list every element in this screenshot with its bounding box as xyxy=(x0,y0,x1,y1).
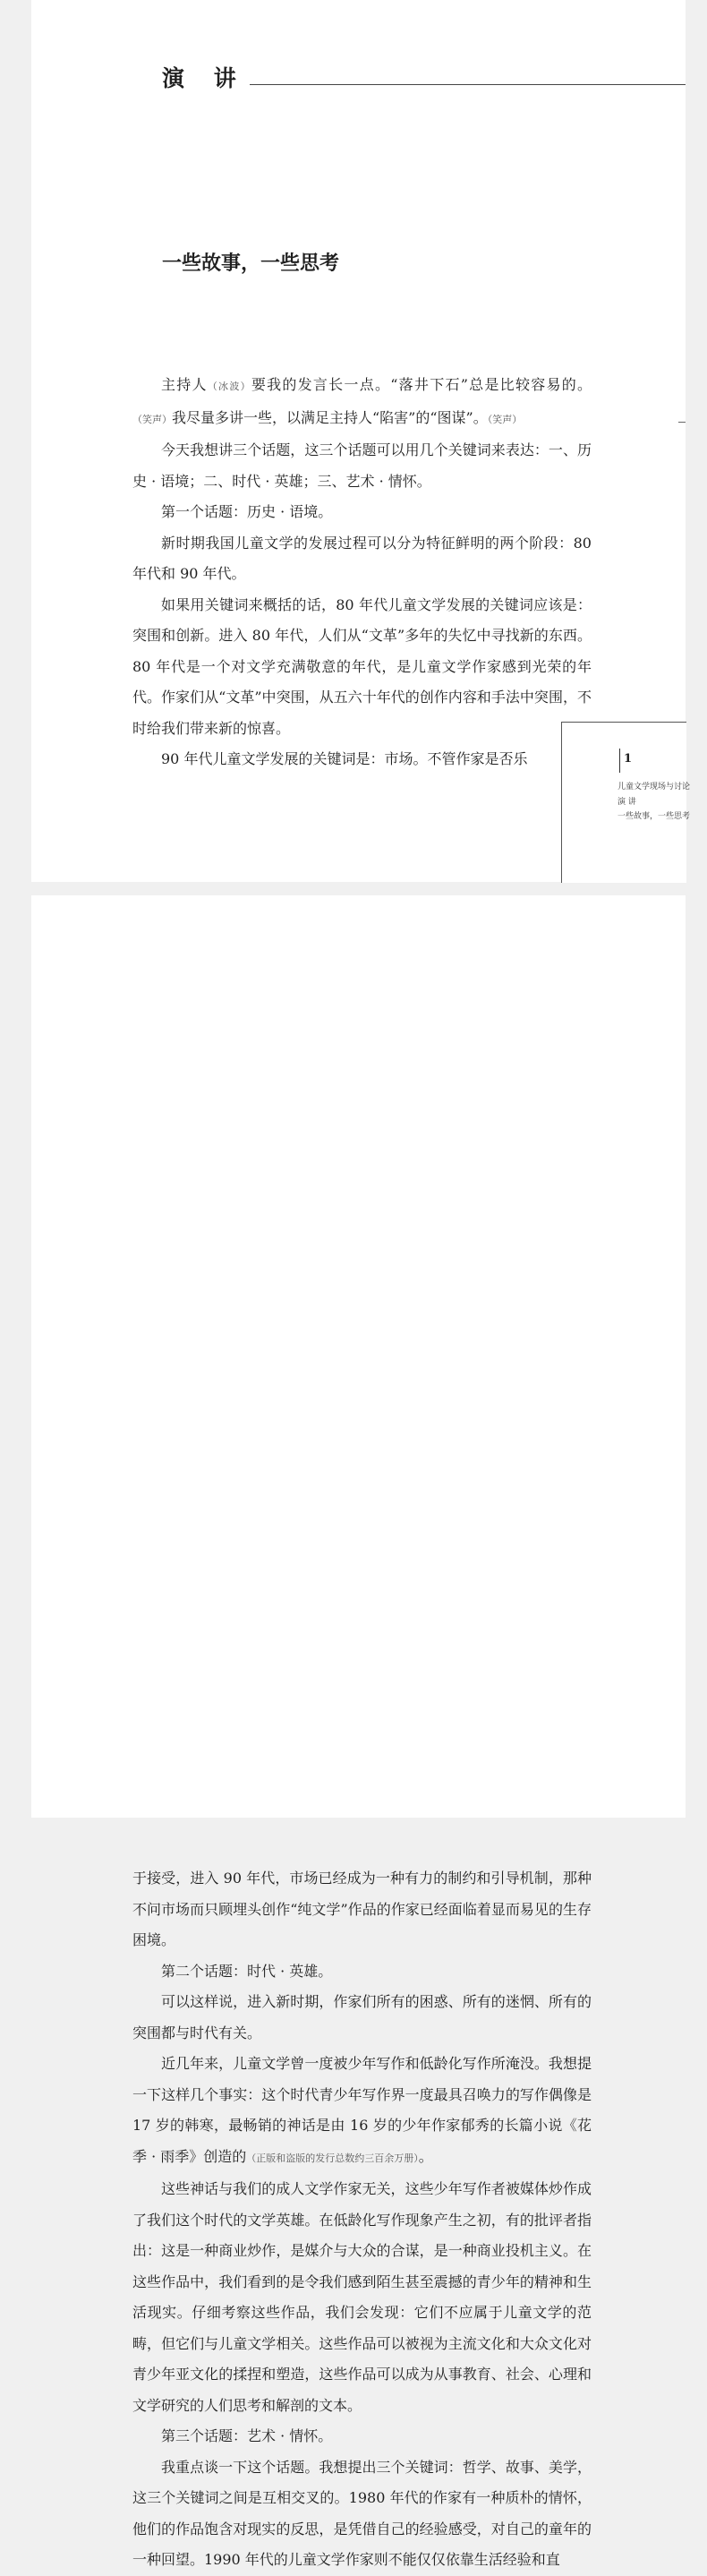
page-number: 1 xyxy=(624,752,633,766)
document-page-2 xyxy=(31,895,686,2568)
inline-note: （笑声） xyxy=(132,413,172,425)
inline-note: （冰波） xyxy=(207,381,251,392)
paragraph-text: 第二个话题：时代 · 英雄。 xyxy=(161,1962,333,1980)
paragraph-text: 我尽量多讲一些，以满足主持人“陷害”的“图谋”。 xyxy=(172,408,488,426)
paragraph-text: 第三个话题：艺术 · 情怀。 xyxy=(161,2427,333,2444)
paragraph-text: 可以这样说，进入新时期，作家们所有的困惑、所有的迷惘、所有的突围都与时代有关。 xyxy=(132,1993,592,2041)
paragraph-text: 于接受，进入 90 年代，市场已经成为一种有力的制约和引导机制，那种不问市场而只顾埋头创作“纯文学”作品的作家已经面临着显而易见的生存困境。 xyxy=(132,1870,592,1948)
footer-book-title: 儿童文学现场与讨论 xyxy=(618,783,691,792)
paragraph xyxy=(132,2421,592,2452)
paragraph xyxy=(132,2452,592,2576)
paragraph xyxy=(132,590,592,745)
paragraph-text: 第一个话题：历史 · 语境。 xyxy=(161,503,333,520)
body-text-page-2 xyxy=(132,1863,592,2576)
paragraph xyxy=(132,435,592,497)
paragraph-text: 要我的发言长一点。“落井下石”总是比较容易的。 xyxy=(251,376,592,393)
paragraph xyxy=(132,744,592,775)
section-title-rule xyxy=(250,84,686,85)
paragraph-text: 今天我想讲三个话题，这三个话题可以用几个关键词来表达：一、历史 · 语境；二、时代 · 英雄；三、艺术 · 情怀。 xyxy=(132,441,592,490)
chapter-title: 一些故事，一些思考 xyxy=(162,252,340,275)
paragraph xyxy=(132,2049,592,2174)
footer-section: 演 讲 xyxy=(618,798,636,807)
paragraph xyxy=(132,1863,592,1956)
paragraph-text: 主持人 xyxy=(161,376,208,393)
paragraph xyxy=(132,1956,592,1988)
paragraph xyxy=(132,370,592,435)
paragraph xyxy=(132,497,592,528)
paragraph-text: 。 xyxy=(418,2147,433,2165)
footer-divider xyxy=(619,749,620,773)
paragraph-text: 这些神话与我们的成人文学作家无关，这些少年写作者被媒体炒作成了我们这个时代的文学英雄。在低龄化写作现象产生之初，有的批评者指出：这是一种商业炒作，是媒介与大众的合谋，是一种商业投机主义。在这些作品中，我们看到的是令我们感到陌生甚至震撼的青少年的精神和生活现实。仔细考察这些作品，我们会发现：它们不应属于儿童文学的范畴，但它们与儿童文学相关。这些作品可以被视为主流文化和大众文化对青少年亚文化的揉捏和塑造，这些作品可以成为从事教育、社会、心理和文学研究的人们思考和解剖的文本。 xyxy=(132,2180,592,2414)
inline-note: （正版和盗版的发行总数约三百余万册） xyxy=(246,2152,419,2164)
document-page-1 xyxy=(31,0,691,882)
section-title: 演 讲 xyxy=(162,65,247,91)
paragraph-text: 如果用关键词来概括的话，80 年代儿童文学发展的关键词应该是：突围和创新。进入 80 年代，人们从“文革”多年的失忆中寻找新的东西。80 年代是一个对文学充满敬意的年代，是儿童文学作家感到光荣的年代。作家们从“文革”中突围，从五六十年代的创作内容和手法中突围，不时给我们带来新的惊喜。 xyxy=(132,595,592,737)
inline-note: （笑声） xyxy=(487,413,523,425)
paragraph xyxy=(132,1987,592,2049)
paragraph-text: 90 年代儿童文学发展的关键词是：市场。不管作家是否乐 xyxy=(161,750,528,767)
paragraph-text: 近几年来，儿童文学曾一度被少年写作和低龄化写作所淹没。我想提一下这样几个事实：这个时代青少年写作界一度最具召唤力的写作偶像是 17 岁的韩寒，最畅销的神话是由 16 岁的少年作家郁秀的长篇小说《花季 · 雨季》创造的 xyxy=(132,2055,592,2165)
paragraph-text: 我重点谈一下这个话题。我想提出三个关键词：哲学、故事、美学，这三个关键词之间是互相交叉的。1980 年代的作家有一种质朴的情怀，他们的作品饱含对现实的反思，是凭借自己的经验感受，对自己的童年的一种回望。1990 年代的儿童文学作家则不能仅仅依靠生活经验和直 xyxy=(132,2458,592,2568)
margin-mark xyxy=(678,422,686,423)
footer-chapter: 一些故事，一些思考 xyxy=(618,812,691,821)
paragraph xyxy=(132,528,592,590)
body-text-page-1 xyxy=(132,370,592,775)
paragraph xyxy=(132,2174,592,2421)
paragraph-text: 新时期我国儿童文学的发展过程可以分为特征鲜明的两个阶段：80 年代和 90 年代。 xyxy=(132,534,592,582)
